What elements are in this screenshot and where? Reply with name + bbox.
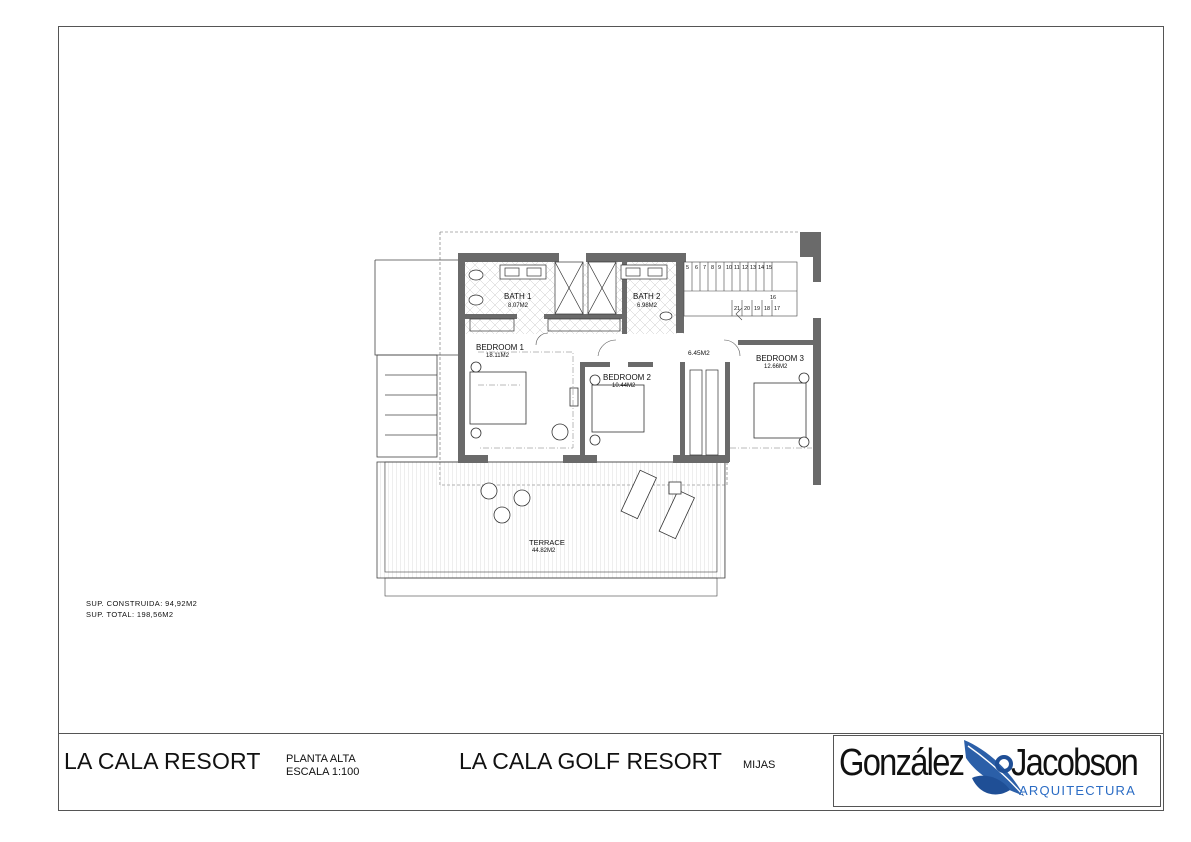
stair-num: 6 xyxy=(695,265,699,271)
plan-name: PLANTA ALTA xyxy=(286,753,356,765)
stair-landing-num: 16 xyxy=(770,295,777,301)
room-label-terrace: TERRACE xyxy=(529,538,565,547)
stair-num: 5 xyxy=(686,265,690,271)
room-label-bath2: BATH 2 xyxy=(633,292,661,301)
stair-num: 12 xyxy=(742,265,749,271)
city-name: MIJAS xyxy=(743,759,776,771)
stair-num: 19 xyxy=(754,306,761,312)
project-name: LA CALA RESORT xyxy=(64,748,261,774)
terrace xyxy=(377,462,725,596)
room-area-terrace: 44.82M2 xyxy=(532,548,556,554)
architect-logo xyxy=(833,735,1161,807)
room-area-bedroom2: 10.44M2 xyxy=(612,383,636,389)
stair-num: 21 xyxy=(734,306,741,312)
area-summary xyxy=(86,598,197,620)
room-label-bedroom3: BEDROOM 3 xyxy=(756,354,805,363)
stair-num: 11 xyxy=(734,265,740,271)
stair-num: 14 xyxy=(758,265,765,271)
room-area-bath2: 6.98M2 xyxy=(637,303,658,309)
room-area-hall: 6.45M2 xyxy=(688,350,710,357)
stair-num: 10 xyxy=(726,265,733,271)
room-area-bath1: 8.07M2 xyxy=(508,303,529,309)
stair-num: 15 xyxy=(766,265,773,271)
stair-num: 13 xyxy=(750,265,757,271)
stair-num: 17 xyxy=(774,306,781,312)
plan-scale: ESCALA 1:100 xyxy=(286,766,360,778)
logo-text-right: Jacobson xyxy=(1011,742,1138,784)
room-label-bedroom2: BEDROOM 2 xyxy=(603,373,652,382)
plan-info xyxy=(286,753,359,779)
resort-name: LA CALA GOLF RESORT xyxy=(459,748,722,774)
built-area: SUP. CONSTRUIDA: 94,92M2 xyxy=(86,599,198,608)
room-label-bath1: BATH 1 xyxy=(504,292,532,301)
stair-num: 7 xyxy=(703,265,707,271)
stair-num: 20 xyxy=(744,306,751,312)
stair-num: 9 xyxy=(718,265,722,271)
logo-subtitle: ARQUITECTURA xyxy=(1019,783,1136,798)
room-label-bedroom1: BEDROOM 1 xyxy=(476,343,525,352)
logo-text-left: González xyxy=(839,742,964,784)
total-area: SUP. TOTAL: 198,56M2 xyxy=(86,610,174,619)
room-area-bedroom1: 18.11M2 xyxy=(486,353,509,359)
room-area-bedroom3: 12.66M2 xyxy=(764,364,788,370)
stair-num: 18 xyxy=(764,306,771,312)
left-annex xyxy=(375,260,459,457)
stair-num: 8 xyxy=(711,265,715,271)
